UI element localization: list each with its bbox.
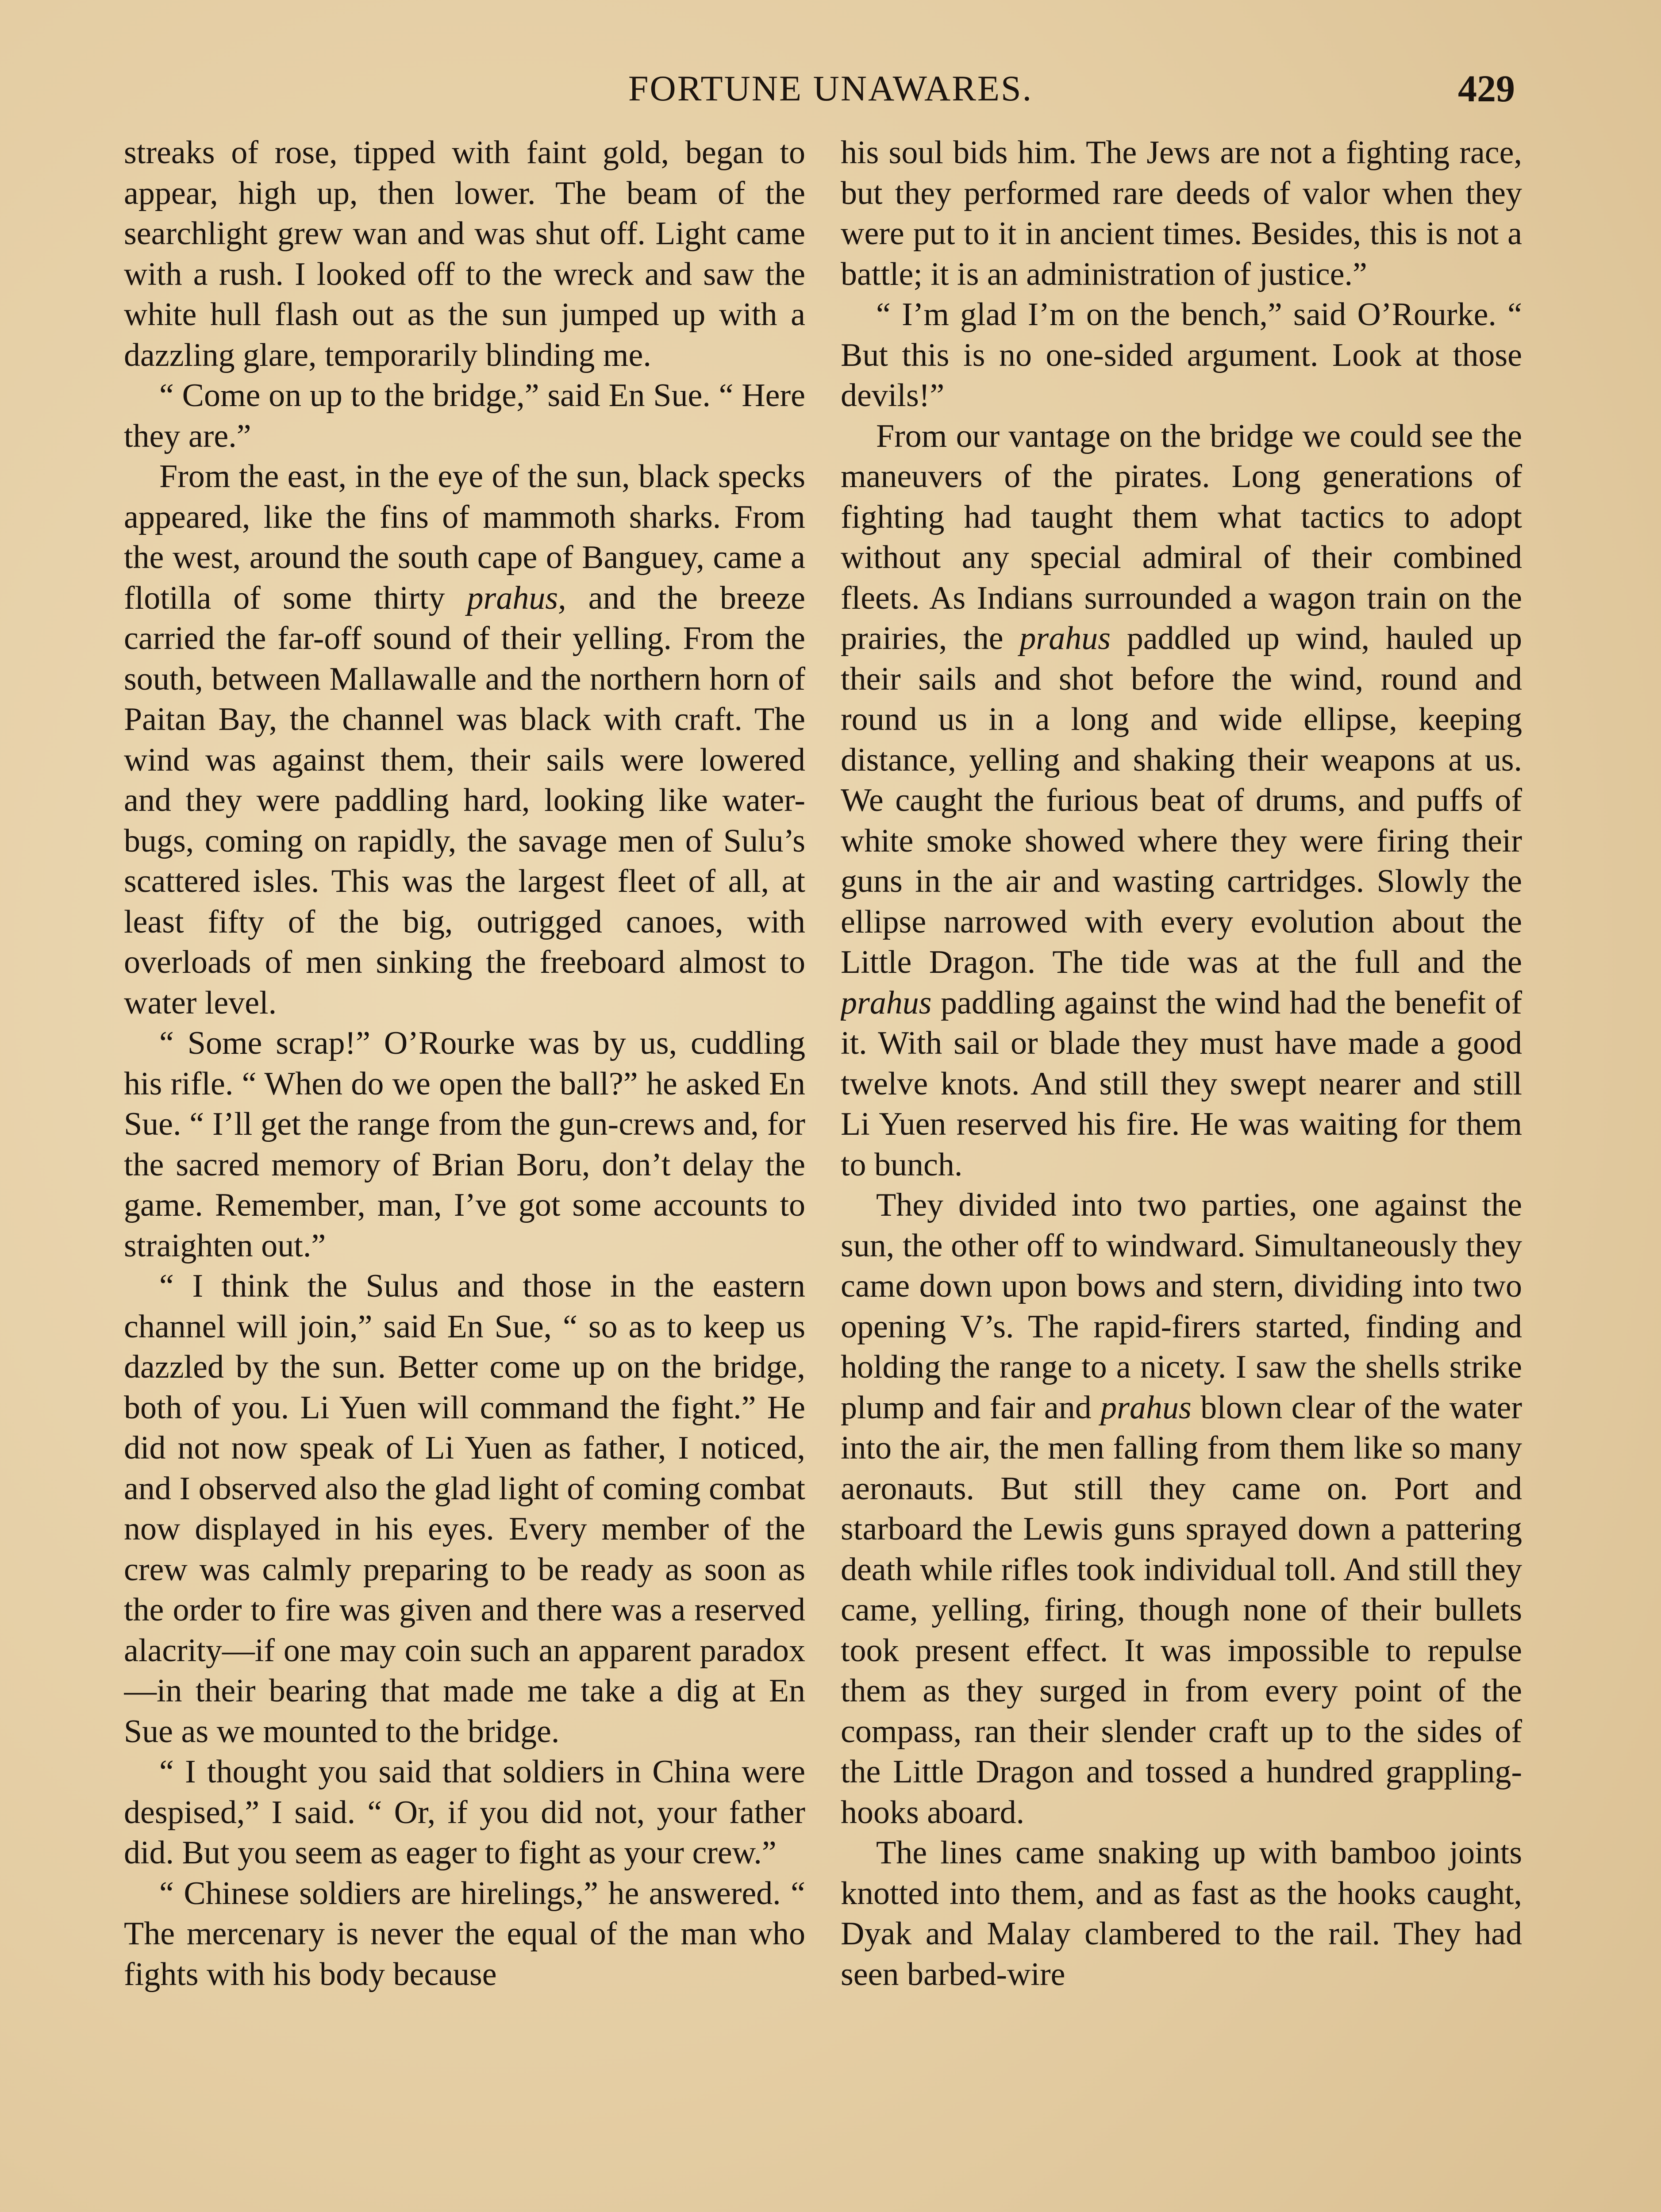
text-run: blown clear of the water into the air, the men falling from them like so many aeronauts. But still they came on. Port and starboard the Lewis guns sprayed down a pattering death while rifles took individual toll. And still they came, yelling, firing, though none of their bullets took present effect. It was impossible to repulse them as they surged in from every point of the compass, ran their slender craft up to the sides of the Little Dragon and tossed a hundred grappling-hooks aboard. [841, 1389, 1522, 1831]
text-run: From our vantage on the bridge we could see the maneuvers of the pirates. Long generations of fighting had taught them what tactics to adopt without any special admiral of their combined fleets. As Indians surrounded a wagon train on the prairies, the [841, 418, 1522, 657]
left-column [124, 133, 805, 2212]
running-title: FORTUNE UNAWARES. [628, 68, 1033, 108]
paragraph: The lines came snaking up with bamboo joints knotted into them, and as fast as the hooks caught, Dyak and Malay clambered to the rail. They had seen barbed-wire [841, 1835, 1522, 1993]
right-column [841, 133, 1522, 2212]
paragraph: “ I thought you said that soldiers in China were despised,” I said. “ Or, if you did not, your father did. But you seem as eager to fight as your crew.” [124, 1754, 805, 1871]
paragraph: “ Some scrap!” O’Rourke was by us, cuddling his rifle. “ When do we open the ball?” he asked En Sue. “ I’ll get the range from the gun-crews and, for the sacred memory of Brian Boru, don’t delay the game. Remember, man, I’ve got some accounts to straighten out.” [124, 1025, 805, 1264]
page-number: 429 [1458, 67, 1515, 110]
paragraph: streaks of rose, tipped with faint gold, began to appear, high up, then lower. The beam of the searchlight grew wan and was shut off. Light came with a rush. I looked off to the wreck and saw the white hull flash out as the sun jumped up with a dazzling glare, temporarily blinding me. [124, 134, 805, 373]
paragraph: his soul bids him. The Jews are not a fighting race, but they performed rare deeds of valor when they were put to it in ancient times. Besides, this is not a battle; it is an administration of justice.” [841, 134, 1522, 292]
italic-word: prahus [841, 984, 932, 1021]
paragraph: “ I’m glad I’m on the bench,” said O’Rourke. “ But this is no one-sided argument. Look at those devils!” [841, 296, 1522, 414]
text-run: and the breeze carried the far-off sound of their yelling. From the south, between Mallawalle and the northern horn of Paitan Bay, the channel was black with craft. The wind was against them, their sails were lowered and they were paddling hard, looking like water-bugs, coming on rapidly, the savage men of Sulu’s scattered isles. This was the largest fleet of all, at least fifty of the big, outrigged canoes, with overloads of men sinking the freeboard almost to water level. [124, 580, 805, 1021]
page-header [0, 62, 1661, 115]
paragraph [124, 457, 805, 1023]
text-run: paddled up wind, hauled up their sails and shot before the wind, round and round us in a long and wide ellipse, keeping distance, yelling and shaking their weapons at us. We caught the furious beat of drums, and puffs of white smoke showed where they were firing their guns in the air and wasting cartridges. Slowly the ellipse narrowed with every evolution about the Little Dragon. The tide was at the full and the [841, 620, 1522, 980]
text-run: paddling against the wind had the benefit of it. With sail or blade they must have made a good twelve knots. And still they swept nearer and still Li Yuen reserved his fire. He was waiting for them to bunch. [841, 984, 1522, 1183]
paragraph: “ I think the Sulus and those in the eastern channel will join,” said En Sue, “ so as to keep us dazzled by the sun. Better come up on the bridge, both of you. Li Yuen will command the fight.” He did not now speak of Li Yuen as father, I noticed, and I observed also the glad light of coming combat now displayed in his eyes. Every member of the crew was calmly preparing to be ready as soon as the order to fire was given and there was a reserved alacrity—if one may coin such an apparent paradox—in their bearing that made me take a dig at En Sue as we mounted to the bridge. [124, 1268, 805, 1750]
text-run: From the east, in the eye of the sun, black specks appeared, like the fins of mammoth sharks. From the west, around the south cape of Banguey, came a flotilla of some thirty [124, 458, 805, 616]
text-run: They divided into two parties, one against the sun, the other off to windward. Simultaneously they came down upon bows and stern, dividing into two opening V’s. The rapid-firers started, finding and holding the range to a nicety. I saw the shells strike plump and fair and [841, 1187, 1522, 1426]
paragraph [841, 416, 1522, 1186]
paragraph: “ Come on up to the bridge,” said En Sue. “ Here they are.” [124, 377, 805, 454]
italic-word: prahus, [467, 580, 566, 616]
italic-word: prahus [1100, 1389, 1192, 1426]
italic-word: prahus [1019, 620, 1111, 657]
paragraph [841, 1185, 1522, 1833]
paragraph: “ Chinese soldiers are hirelings,” he answered. “ The mercenary is never the equal of the man who fights with his body because [124, 1875, 805, 1993]
